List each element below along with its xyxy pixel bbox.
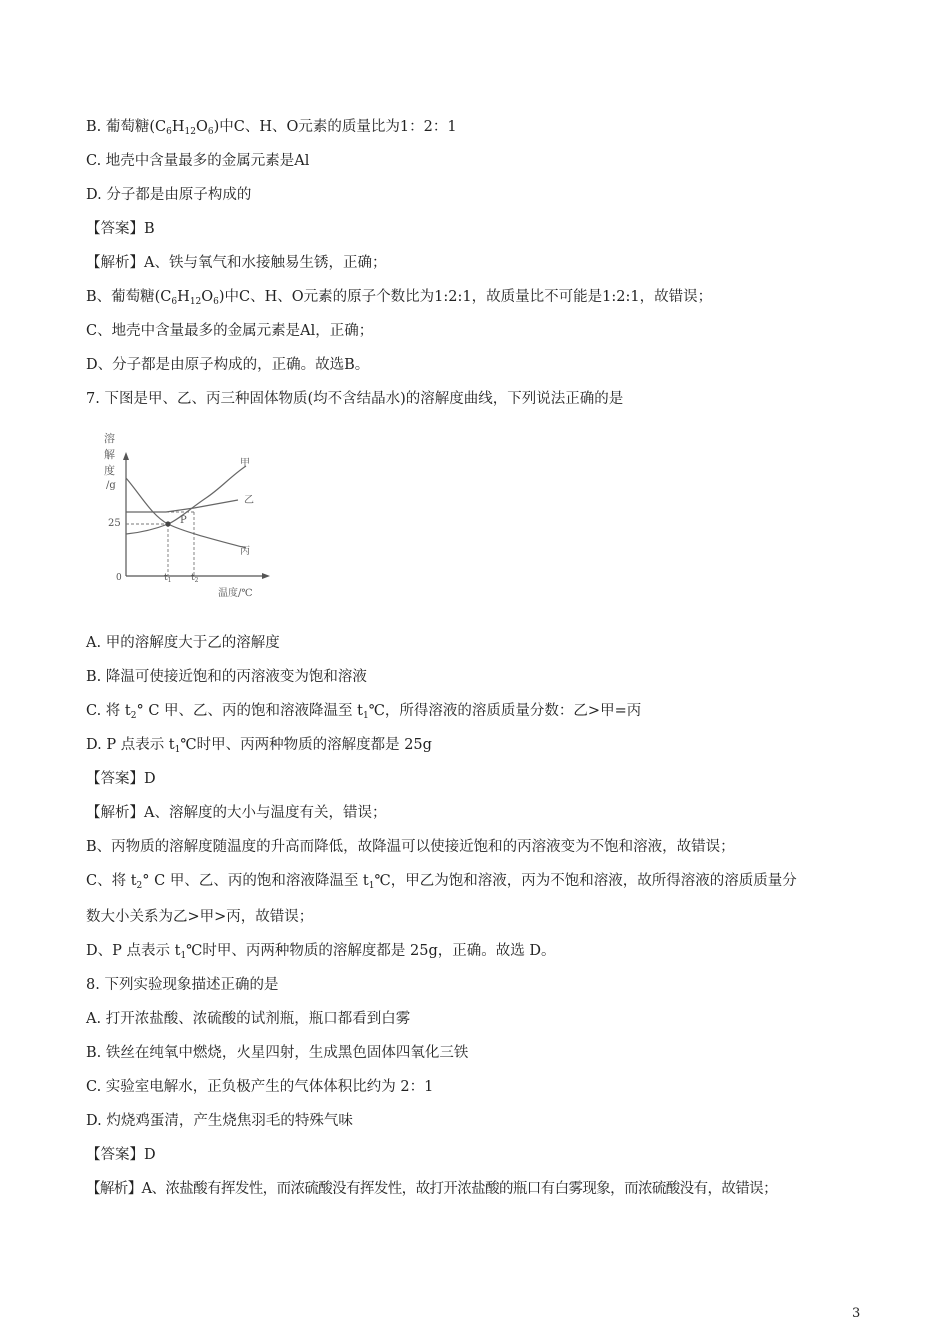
q7-option-a: A. 甲的溶解度大于乙的溶解度 (86, 635, 280, 651)
option-c-line: C. 地壳中含量最多的金属元素是Al (86, 153, 310, 169)
q8-analysis-a: 【解析】A、浓盐酸有挥发性，而浓硫酸没有挥发性，故打开浓盐酸的瓶口有白雾现象，而浓硫酸没有，故错误； (86, 1181, 777, 1197)
x-tick-t2: $t_2$ (191, 573, 199, 584)
q7-analysis-c-cont: 数大小关系为乙>甲>丙，故错误； (86, 909, 314, 925)
question-8: 8. 下列实验现象描述正确的是 (86, 977, 279, 993)
series-jia-label: 甲 (240, 458, 250, 469)
q7-answer: 【答案】D (86, 771, 156, 787)
q8-option-d: D. 灼烧鸡蛋清，产生烧焦羽毛的特殊气味 (86, 1113, 353, 1129)
q8-option-c: C. 实验室电解水，正负极产生的气体体积比约为 2：1 (86, 1079, 434, 1095)
option-d-line: D. 分子都是由原子构成的 (86, 187, 252, 203)
point-p-label: P (180, 515, 187, 526)
page-number: 3 (852, 1306, 861, 1321)
origin-label: 0 (116, 573, 122, 583)
option-b-line: B. 葡萄糖$(C_6H_{12}O_6)$中C、H、O元素的质量比为1：2：1 (86, 119, 457, 137)
q7-analysis-b: B、丙物质的溶解度随温度的升高而降低，故降温可以使接近饱和的丙溶液变为不饱和溶液，故错误； (86, 839, 735, 855)
q7-analysis-d: D、P 点表示 $t_1℃$时甲、丙两种物质的溶解度都是 25g，正确。故选 D。 (86, 943, 556, 961)
x-label: 温度/℃ (218, 588, 253, 599)
answer-line: 【答案】B (86, 221, 155, 237)
q7-option-d: D. P 点表示 $t_1℃$时甲、丙两种物质的溶解度都是 25g (86, 737, 432, 755)
y-label-3: 度 (104, 464, 115, 477)
y-axis-arrow (123, 452, 129, 460)
q8-option-a: A. 打开浓盐酸、浓硫酸的试剂瓶，瓶口都看到白雾 (86, 1011, 411, 1027)
series-yi-label: 乙 (244, 495, 254, 506)
y-tick-25: 25 (108, 518, 121, 529)
q7-option-b: B. 降温可使接近饱和的丙溶液变为饱和溶液 (86, 669, 367, 685)
point-p (165, 521, 170, 526)
curve-yi (126, 500, 238, 512)
q7-option-c: C. 将 $t_2^\circ$ C 甲、乙、丙的饱和溶液降温至 $t_1℃$，所得溶液的溶质质量分数：乙>甲=丙 (86, 703, 642, 721)
question-7: 7. 下图是甲、乙、丙三种固体物质(均不含结晶水)的溶解度曲线，下列说法正确的是 (86, 391, 624, 407)
y-label-4: /g (106, 480, 116, 491)
x-axis-arrow (262, 573, 270, 579)
y-label-1: 溶 (104, 432, 115, 445)
q8-answer: 【答案】D (86, 1147, 156, 1163)
analysis-d-line: D、分子都是由原子构成的，正确。故选B。 (86, 357, 370, 373)
solubility-chart (96, 428, 296, 608)
analysis-b-line: B、葡萄糖$(C_6H_{12}O_6)$中C、H、O元素的原子个数比为1:2:1，故质量比不可能是1:2:1，故错误； (86, 289, 713, 307)
q7-analysis-c: C、将 $t_2^\circ$ C 甲、乙、丙的饱和溶液降温至 $t_1℃$，甲乙为饱和溶液，丙为不饱和溶液，故所得溶液的溶质质量分 (86, 873, 797, 891)
q8-option-b: B. 铁丝在纯氧中燃烧，火星四射，生成黑色固体四氧化三铁 (86, 1045, 469, 1061)
analysis-line: 【解析】A、铁与氧气和水接触易生锈，正确； (86, 255, 387, 271)
series-bing-label: 丙 (240, 546, 250, 557)
analysis-c-line: C、地壳中含量最多的金属元素是Al，正确； (86, 323, 374, 339)
y-label-2: 解 (104, 448, 115, 461)
x-tick-t1: $t_1$ (164, 573, 172, 584)
q7-analysis-a: 【解析】A、溶解度的大小与温度有关，错误； (86, 805, 387, 821)
